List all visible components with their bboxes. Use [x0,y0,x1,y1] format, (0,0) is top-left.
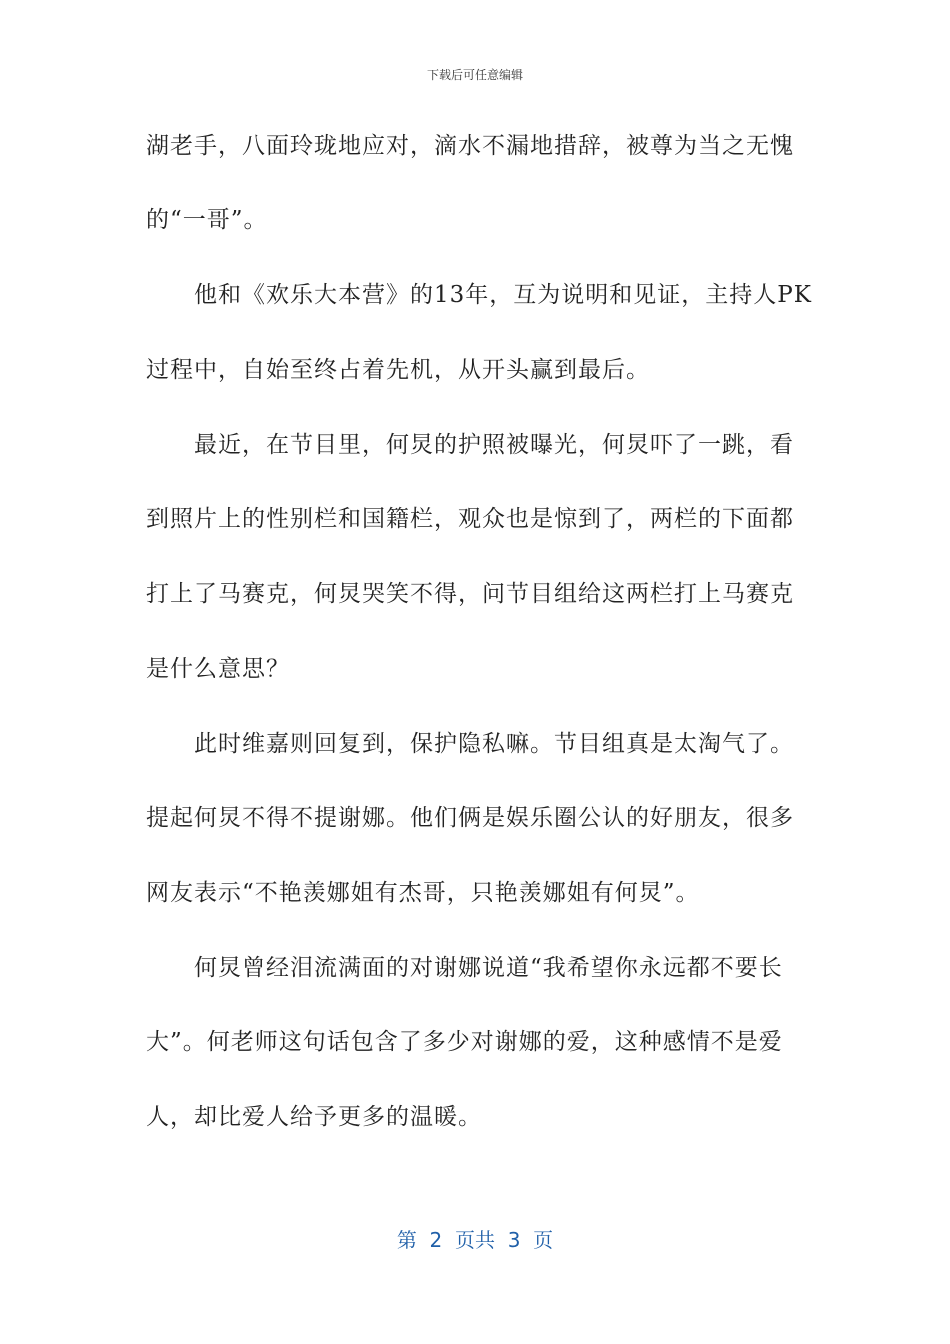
body-line-1: 湖老手，八面玲珑地应对，滴水不漏地措辞，被尊为当之无愧 [146,133,794,159]
body-line-7: 打上了马赛克，何炅哭笑不得，问节目组给这两栏打上马赛克 [146,581,794,607]
body-line-5: 最近，在节目里，何炅的护照被曝光，何炅吓了一跳，看 [146,432,794,458]
body-line-12: 何炅曾经泪流满面的对谢娜说道“我希望你永远都不要长 [146,955,783,981]
body-line-9: 此时维嘉则回复到，保护隐私嘛。节目组真是太淘气了。 [146,731,794,757]
body-line-3: 他和《欢乐大本营》的13年，互为说明和见证，主持人PK [146,282,812,308]
body-line-10: 提起何炅不得不提谢娜。他们俩是娱乐圈公认的好朋友，很多 [146,805,794,831]
body-line-14: 人，却比爱人给予更多的温暖。 [146,1104,482,1130]
body-line-4: 过程中，自始至终占着先机，从开头赢到最后。 [146,357,650,383]
header-note: 下载后可任意编辑 [426,68,523,82]
body-line-2: 的“一哥”。 [146,207,268,233]
page-number: 第 2 页共 3 页 [396,1228,554,1252]
body-line-6: 到照片上的性别栏和国籍栏，观众也是惊到了，两栏的下面都 [146,506,794,532]
body-line-11: 网友表示“不艳羡娜姐有杰哥，只艳羡娜姐有何炅”。 [146,880,700,906]
body-line-8: 是什么意思？ [146,656,290,682]
body-line-13: 大”。何老师这句话包含了多少对谢娜的爱，这种感情不是爱 [146,1029,783,1055]
